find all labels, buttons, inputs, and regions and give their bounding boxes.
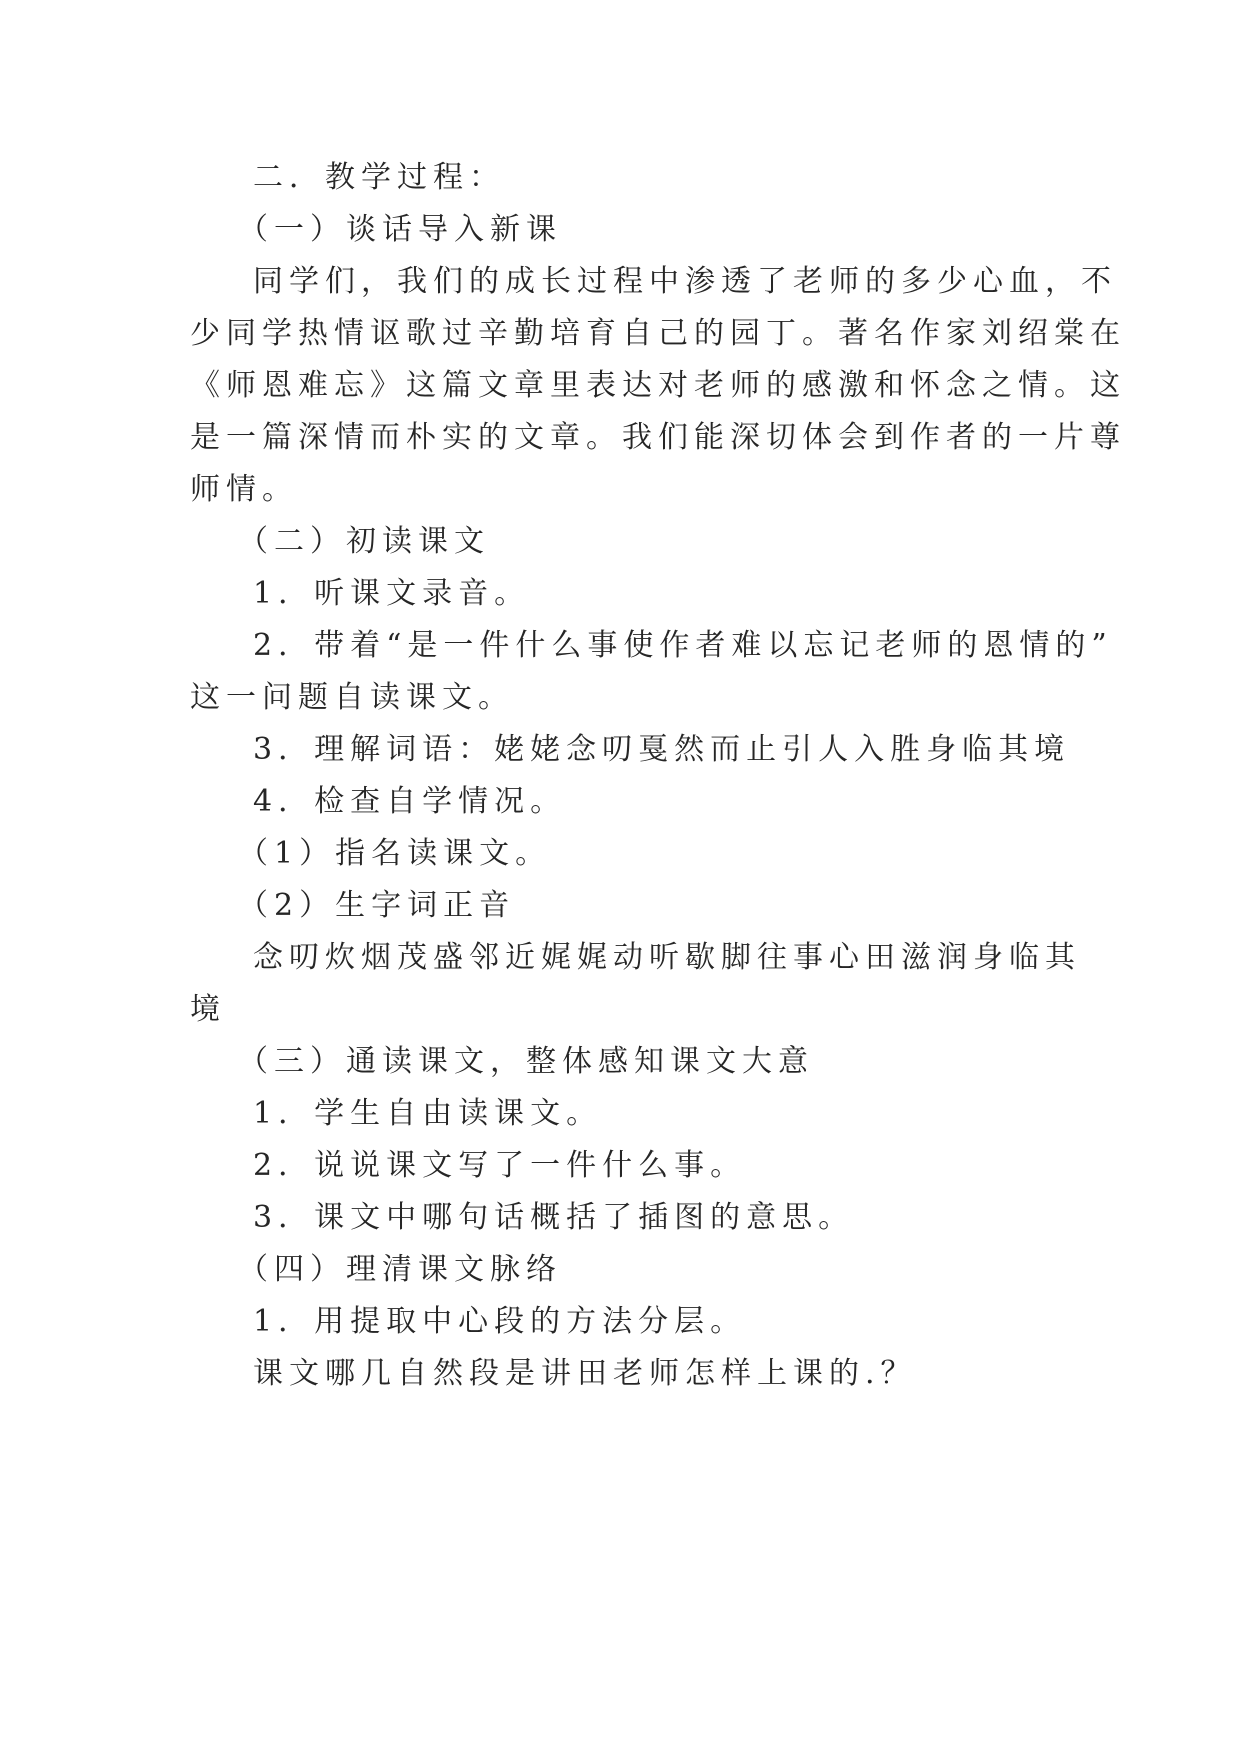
sub-list-item: （1）指名读课文。 — [238, 836, 552, 871]
list-item: 1．听课文录音。 — [253, 576, 531, 611]
list-item: 2．说说课文写了一件什么事。 — [253, 1148, 747, 1183]
paragraph-line: 师情。 — [190, 472, 298, 507]
list-item: 2．带着“是一件什么事使作者难以忘记老师的恩情的” — [253, 628, 1113, 663]
subsection-heading: （二）初读课文 — [238, 524, 490, 559]
sub-list-item: （2）生字词正音 — [238, 888, 516, 923]
list-item: 1．用提取中心段的方法分层。 — [253, 1304, 747, 1339]
subsection-heading: （一）谈话导入新课 — [238, 212, 562, 247]
list-item: 3．理解词语：姥姥念叨戛然而止引人入胜身临其境 — [253, 732, 1071, 767]
subsection-heading: （四）理清课文脉络 — [238, 1252, 562, 1287]
paragraph-line: 课文哪几自然段是讲田老师怎样上课的.？ — [253, 1356, 917, 1391]
subsection-heading: （三）通读课文，整体感知课文大意 — [238, 1044, 814, 1079]
list-item: 4．检查自学情况。 — [253, 784, 567, 819]
section-heading: 二．教学过程： — [253, 160, 505, 195]
paragraph-line: 念叨炊烟茂盛邻近娓娓动听歇脚往事心田滋润身临其 — [253, 940, 1081, 975]
paragraph-line: 同学们，我们的成长过程中渗透了老师的多少心血，不 — [253, 264, 1117, 299]
paragraph-line: 境 — [190, 992, 226, 1027]
paragraph-line: 《师恩难忘》这篇文章里表达对老师的感激和怀念之情。这 — [190, 368, 1126, 403]
list-item-continuation: 这一问题自读课文。 — [190, 680, 514, 715]
list-item: 3．课文中哪句话概括了插图的意思。 — [253, 1200, 855, 1235]
list-item: 1．学生自由读课文。 — [253, 1096, 603, 1131]
paragraph-line: 少同学热情讴歌过辛勤培育自己的园丁。著名作家刘绍棠在 — [190, 316, 1126, 351]
paragraph-line: 是一篇深情而朴实的文章。我们能深切体会到作者的一片尊 — [190, 420, 1126, 455]
